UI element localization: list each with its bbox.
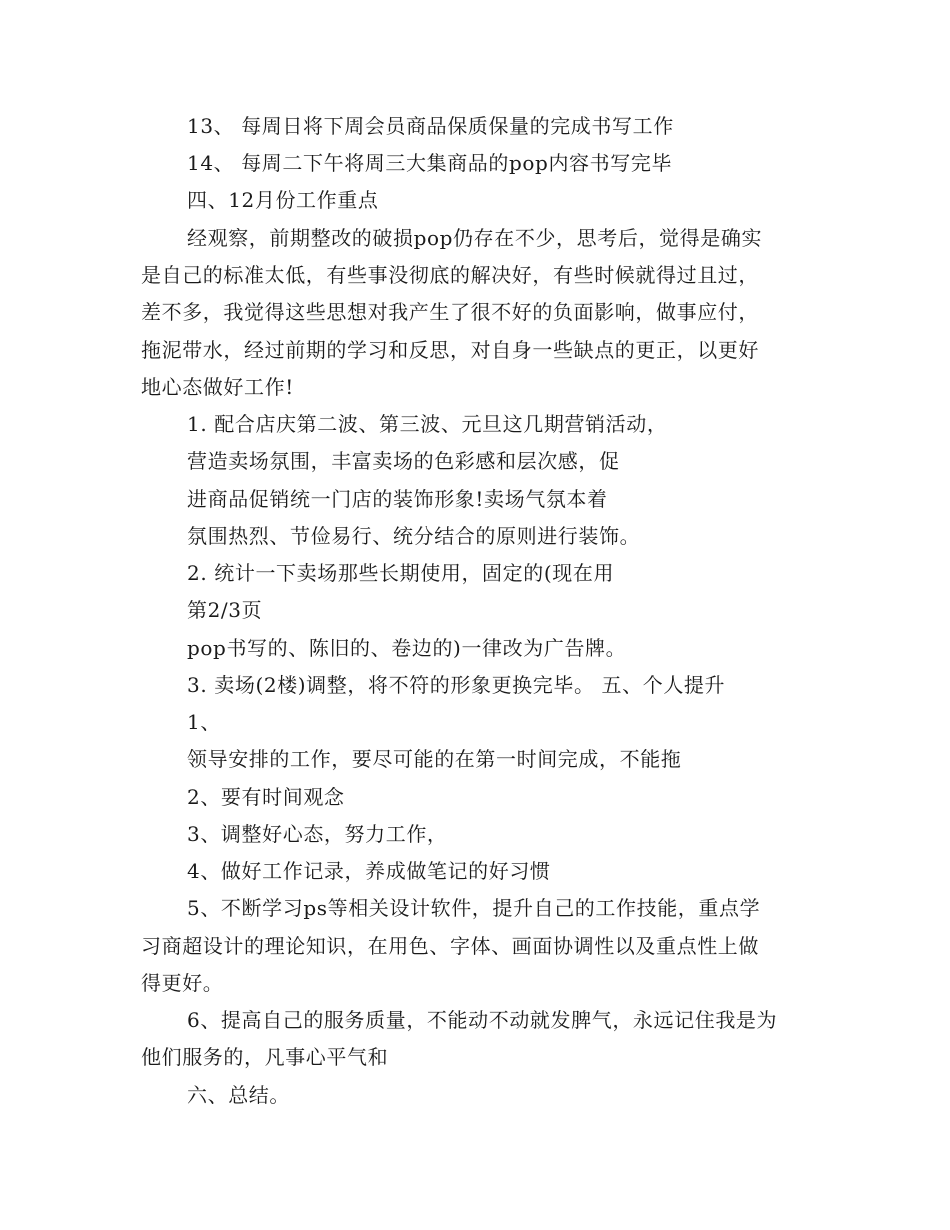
paragraph-line: 5、不断学习ps等相关设计软件，提升自己的工作技能，重点学 [187,896,761,920]
paragraph-line: 习商超设计的理论知识，在用色、字体、画面协调性以及重点性上做 [141,934,759,958]
list-item: 1、 [187,710,221,734]
section-heading-4: 四、12月份工作重点 [187,188,379,212]
list-item: 3. 卖场(2楼)调整，将不符的形象更换完毕。 五、个人提升 [187,673,726,697]
paragraph-line: 地心态做好工作! [141,375,294,399]
paragraph-line: 他们服务的，凡事心平气和 [141,1045,389,1069]
list-item: 2、要有时间观念 [187,785,345,809]
list-item-continuation: 进商品促销统一门店的装饰形象!卖场气氛本着 [187,487,608,511]
list-item: 3、调整好心态，努力工作， [187,822,448,846]
paragraph-line: 是自己的标准太低，有些事没彻底的解决好，有些时候就得过且过， [141,263,759,287]
section-heading-6: 六、总结。 [187,1083,290,1107]
page-number: 第2/3页 [187,598,263,622]
paragraph-line: 差不多，我觉得这些思想对我产生了很不好的负面影响，做事应付， [141,300,759,324]
list-item-continuation: pop书写的、陈旧的、卷边的)一律改为广告牌。 [187,636,627,660]
paragraph-line: 6、提高自己的服务质量，不能动不动就发脾气，永远记住我是为 [187,1008,778,1032]
paragraph-line: 得更好。 [141,971,224,995]
list-item-continuation: 领导安排的工作，要尽可能的在第一时间完成，不能拖 [187,747,682,771]
list-item: 2. 统计一下卖场那些长期使用，固定的(现在用 [187,561,615,585]
paragraph-line: 拖泥带水，经过前期的学习和反思，对自身一些缺点的更正，以更好 [141,338,759,362]
paragraph-line: 经观察，前期整改的破损pop仍存在不少，思考后，觉得是确实 [187,226,763,250]
list-item-continuation: 营造卖场氛围，丰富卖场的色彩感和层次感，促 [187,449,620,473]
item-13: 13、 每周日将下周会员商品保质保量的完成书写工作 [187,114,674,138]
list-item: 4、做好工作记录，养成做笔记的好习惯 [187,859,551,883]
item-14: 14、 每周二下午将周三大集商品的pop内容书写完毕 [187,151,673,175]
list-item-continuation: 氛围热烈、节俭易行、统分结合的原则进行装饰。 [187,524,641,548]
list-item: 1. 配合店庆第二波、第三波、元旦这几期营销活动， [187,412,668,436]
